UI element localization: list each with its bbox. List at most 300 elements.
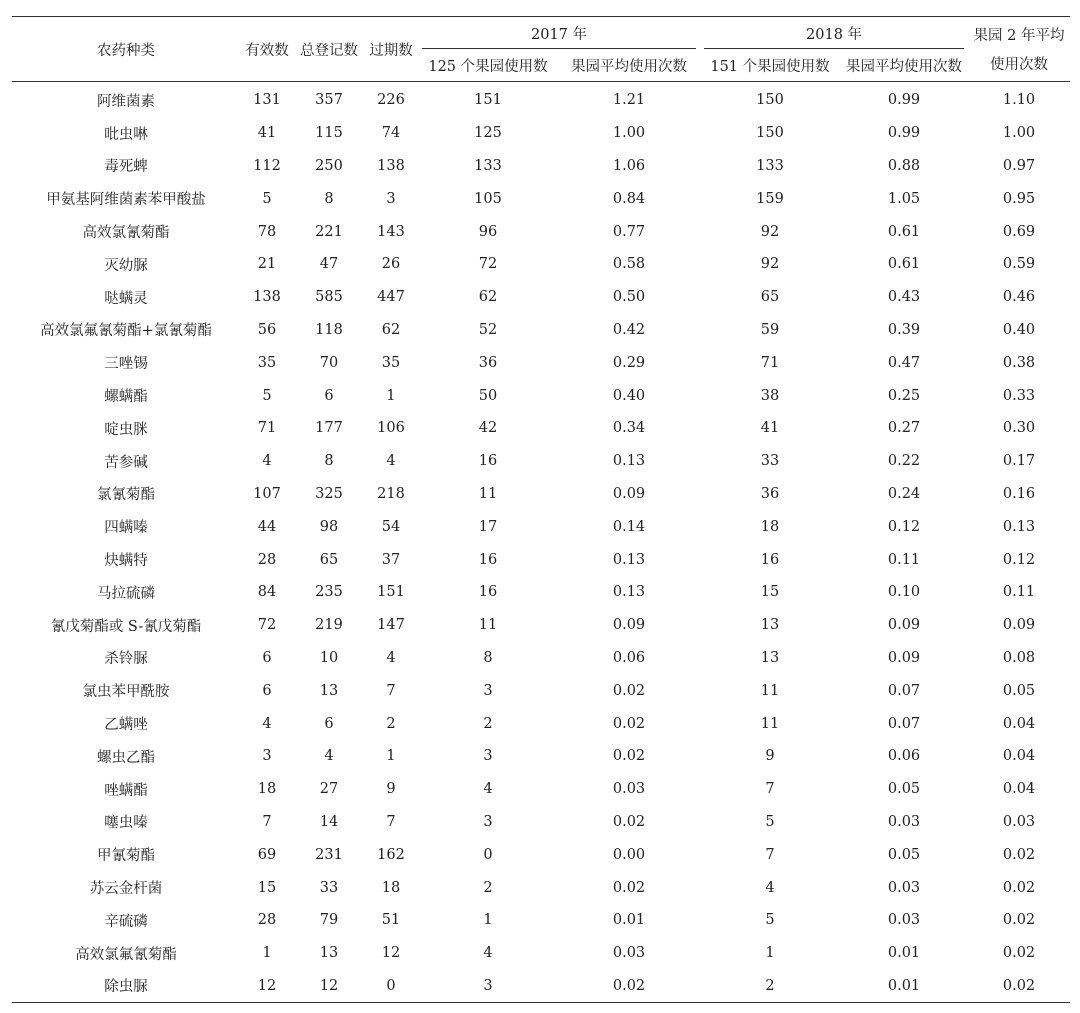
orchards-2017-cell: 133: [474, 157, 502, 174]
table-body: [12, 82, 1070, 1003]
avg-use-2017-cell: 0.00: [612, 846, 646, 863]
expired-count-cell: 1: [386, 387, 396, 404]
header-orchards-2018: 151 个果园使用数: [710, 58, 830, 75]
total-registered-cell: 79: [319, 912, 339, 929]
table-row: [12, 773, 1070, 806]
total-registered-cell: 219: [315, 617, 343, 634]
avg-use-2017-cell: 0.02: [612, 715, 646, 732]
expired-count-cell: 447: [377, 289, 405, 306]
orchards-2018-cell: 1: [765, 945, 775, 962]
avg-use-2017-cell: 0.42: [612, 321, 646, 338]
avg-use-2018-cell: 1.05: [887, 190, 921, 207]
total-registered-cell: 235: [315, 584, 343, 601]
avg-use-2018-cell: 0.03: [887, 912, 921, 929]
expired-count-cell: 3: [386, 190, 396, 207]
table-row: [12, 379, 1070, 412]
pesticide-name-cell: 马拉硫磷: [97, 585, 155, 602]
orchards-2017-cell: 125: [474, 125, 502, 142]
avg-use-2017-cell: 0.14: [612, 518, 646, 535]
pesticide-name-cell: 高效氯氟氰菊酯: [75, 946, 177, 963]
orchards-2017-cell: 105: [474, 190, 502, 207]
pesticide-name-cell: 毒死蜱: [104, 159, 148, 176]
pesticide-name-cell: 辛硫磷: [104, 913, 148, 930]
orchards-2018-cell: 13: [760, 649, 780, 666]
table-row: [12, 937, 1070, 970]
header-two-year-avg-line1: 果园 2 年平均: [973, 28, 1065, 44]
header-expired-count: 过期数: [369, 42, 413, 59]
table-row: [12, 970, 1070, 1003]
expired-count-cell: 226: [377, 92, 405, 109]
expired-count-cell: 4: [386, 649, 396, 666]
total-registered-cell: 177: [315, 420, 343, 437]
avg-use-2017-cell: 0.02: [612, 813, 646, 830]
pesticide-name-cell: 哒螨灵: [104, 290, 148, 307]
orchards-2018-cell: 5: [765, 813, 775, 830]
avg-use-2018-cell: 0.09: [887, 617, 921, 634]
effective-count-cell: 3: [262, 748, 272, 765]
pesticide-name-cell: 螺虫乙酯: [97, 749, 155, 766]
table-row: [12, 904, 1070, 937]
avg-use-2018-cell: 0.99: [887, 92, 921, 109]
expired-count-cell: 143: [377, 223, 405, 240]
two-year-avg-cell: 0.12: [1002, 551, 1036, 568]
table-row: [12, 707, 1070, 740]
effective-count-cell: 6: [262, 649, 272, 666]
orchards-2018-cell: 11: [760, 715, 780, 732]
avg-use-2018-cell: 0.11: [887, 551, 921, 568]
table-row: [12, 576, 1070, 609]
pesticide-name-cell: 噻虫嗪: [104, 815, 148, 832]
avg-use-2017-cell: 1.21: [612, 92, 646, 109]
header-orchards-2017: 125 个果园使用数: [428, 58, 548, 75]
total-registered-cell: 231: [315, 846, 343, 863]
effective-count-cell: 5: [262, 387, 272, 404]
avg-use-2018-cell: 0.61: [887, 256, 921, 273]
two-year-avg-cell: 0.40: [1002, 321, 1036, 338]
header-two-year-avg-line2: 使用次数: [990, 57, 1049, 73]
two-year-avg-cell: 0.97: [1002, 157, 1036, 174]
avg-use-2017-cell: 0.02: [612, 879, 646, 896]
orchards-2017-cell: 151: [474, 92, 502, 109]
table-row: [12, 248, 1070, 281]
pesticide-name-cell: 高效氯氟氰菊酯+氯氰菊酯: [40, 323, 212, 340]
avg-use-2018-cell: 0.03: [887, 879, 921, 896]
effective-count-cell: 12: [240, 970, 294, 1003]
orchards-2018-cell: 41: [760, 420, 780, 437]
table-row: [12, 346, 1070, 379]
pesticide-name-cell: 阿维菌素: [97, 93, 155, 110]
effective-count-cell: 56: [257, 321, 277, 338]
header-pesticide-type: 农药种类: [97, 42, 155, 59]
expired-count-cell: 138: [377, 157, 405, 174]
pesticide-name-cell: 除虫脲: [12, 970, 240, 1003]
total-registered-cell: 6: [324, 387, 334, 404]
expired-count-cell: 51: [381, 912, 401, 929]
orchards-2018-cell: 150: [756, 92, 784, 109]
pesticide-name-cell: 氰戊菊酯或 S-氰戊菊酯: [50, 618, 202, 635]
total-registered-cell: 65: [319, 551, 339, 568]
table-row: [12, 543, 1070, 576]
pesticide-name-cell: 甲氨基阿维菌素苯甲酸盐: [46, 192, 206, 209]
expired-count-cell: 35: [381, 354, 401, 371]
table-row: [12, 838, 1070, 871]
two-year-avg-cell: 0.38: [1002, 354, 1036, 371]
total-registered-cell: 8: [324, 190, 334, 207]
avg-use-2018-cell: 0.10: [887, 584, 921, 601]
orchards-2018-cell: 4: [765, 879, 775, 896]
avg-use-2018-cell: 0.61: [887, 223, 921, 240]
orchards-2017-cell: 4: [483, 781, 493, 798]
header-total-registered: 总登记数: [300, 42, 358, 59]
avg-use-2018-cell: 0.03: [887, 813, 921, 830]
total-registered-cell: 8: [324, 453, 334, 470]
expired-count-cell: 7: [386, 682, 396, 699]
table-row: [12, 740, 1070, 773]
total-registered-cell: 250: [315, 157, 343, 174]
orchards-2017-cell: 2: [483, 715, 493, 732]
two-year-avg-cell: 0.02: [968, 970, 1070, 1003]
effective-count-cell: 28: [257, 912, 277, 929]
table-row: [12, 674, 1070, 707]
orchards-2018-cell: 7: [765, 781, 775, 798]
pesticide-name-cell: 炔螨特: [104, 553, 148, 570]
avg-use-2017-cell: 0.03: [612, 945, 646, 962]
table-row: [12, 806, 1070, 839]
orchards-2018-cell: 150: [756, 125, 784, 142]
two-year-avg-cell: 0.30: [1002, 420, 1036, 437]
pesticide-name-cell: 甲氰菊酯: [97, 848, 155, 865]
avg-use-2018-cell: 0.25: [887, 387, 921, 404]
two-year-avg-cell: 0.02: [1002, 945, 1036, 962]
effective-count-cell: 69: [257, 846, 277, 863]
avg-use-2017-cell: 0.58: [612, 256, 646, 273]
avg-use-2018-cell: 0.07: [887, 682, 921, 699]
two-year-avg-cell: 0.16: [1002, 485, 1036, 502]
header-year-2018-label: 2018 年: [806, 26, 863, 43]
avg-use-2018-cell: 0.06: [887, 748, 921, 765]
avg-use-2018-cell: 0.99: [887, 125, 921, 142]
orchards-2017-cell: 17: [478, 518, 498, 535]
effective-count-cell: 18: [257, 781, 277, 798]
table-row: [12, 314, 1070, 347]
two-year-avg-cell: 0.11: [1002, 584, 1036, 601]
avg-use-2017-cell: 1.00: [612, 125, 646, 142]
expired-count-cell: 151: [377, 584, 405, 601]
orchards-2018-cell: 36: [760, 485, 780, 502]
orchards-2018-cell: 18: [760, 518, 780, 535]
two-year-avg-cell: 0.59: [1002, 256, 1036, 273]
effective-count-cell: 41: [257, 125, 277, 142]
effective-count-cell: 112: [253, 157, 281, 174]
two-year-avg-cell: 0.02: [1002, 912, 1036, 929]
two-year-avg-cell: 0.46: [1002, 289, 1036, 306]
pesticide-name-cell: 氯氰菊酯: [97, 487, 155, 504]
table-row: [12, 871, 1070, 904]
expired-count-cell: 106: [377, 420, 405, 437]
total-registered-cell: 27: [319, 781, 339, 798]
orchards-2017-cell: 16: [478, 453, 498, 470]
pesticide-name-cell: 螺螨酯: [104, 389, 148, 406]
effective-count-cell: 5: [262, 190, 272, 207]
orchards-2017-cell: 72: [478, 256, 498, 273]
two-year-avg-cell: 0.08: [1002, 649, 1036, 666]
avg-use-2017-cell: 0.84: [612, 190, 646, 207]
expired-count-cell: 2: [386, 715, 396, 732]
total-registered-cell: 221: [315, 223, 343, 240]
orchards-2017-cell: 42: [478, 420, 498, 437]
avg-use-2017-cell: 0.40: [612, 387, 646, 404]
avg-use-2017-cell: 0.09: [612, 485, 646, 502]
effective-count-cell: 71: [257, 420, 277, 437]
total-registered-cell: 4: [324, 748, 334, 765]
table-header: [12, 17, 1070, 82]
effective-count-cell: 78: [257, 223, 277, 240]
orchards-2017-cell: 2: [483, 879, 493, 896]
expired-count-cell: 218: [377, 485, 405, 502]
header-avg-2018: 果园平均使用次数: [846, 58, 963, 75]
orchards-2018-cell: 59: [760, 321, 780, 338]
two-year-avg-cell: 0.17: [1002, 453, 1036, 470]
total-registered-cell: 33: [319, 879, 339, 896]
orchards-2018-cell: 71: [760, 354, 780, 371]
orchards-2017-cell: 0: [483, 846, 493, 863]
pesticide-name-cell: 唑螨酯: [104, 782, 148, 799]
table-row: [12, 182, 1070, 215]
avg-use-2017-cell: 0.13: [612, 453, 646, 470]
two-year-avg-cell: 0.09: [1002, 617, 1036, 634]
table-row: [12, 150, 1070, 183]
orchards-2017-cell: 3: [483, 682, 493, 699]
pesticide-name-cell: 四螨嗪: [104, 520, 148, 537]
avg-use-2017-cell: 0.06: [612, 649, 646, 666]
effective-count-cell: 6: [262, 682, 272, 699]
header-year-2017: [418, 17, 700, 50]
orchards-2018-cell: 5: [765, 912, 775, 929]
orchards-2018-cell: 65: [760, 289, 780, 306]
pesticide-name-cell: 杀铃脲: [104, 651, 148, 668]
table-row: [12, 510, 1070, 543]
effective-count-cell: 107: [253, 485, 281, 502]
orchards-2017-cell: 52: [478, 321, 498, 338]
avg-use-2018-cell: 0.01: [887, 945, 921, 962]
total-registered-cell: 6: [324, 715, 334, 732]
table-row: [12, 215, 1070, 248]
orchards-2017-cell: 11: [478, 485, 498, 502]
expired-count-cell: 0: [364, 970, 418, 1003]
avg-use-2018-cell: 0.09: [887, 649, 921, 666]
effective-count-cell: 138: [253, 289, 281, 306]
expired-count-cell: 37: [381, 551, 401, 568]
avg-use-2018-cell: 0.43: [887, 289, 921, 306]
two-year-avg-cell: 0.04: [1002, 715, 1036, 732]
effective-count-cell: 7: [262, 813, 272, 830]
avg-use-2018-cell: 0.22: [887, 453, 921, 470]
total-registered-cell: 10: [319, 649, 339, 666]
orchards-2018-cell: 16: [760, 551, 780, 568]
two-year-avg-cell: 0.04: [1002, 781, 1036, 798]
avg-use-2018-cell: 0.27: [887, 420, 921, 437]
orchards-2018-cell: 2: [700, 970, 840, 1003]
effective-count-cell: 4: [262, 715, 272, 732]
orchards-2018-cell: 92: [760, 256, 780, 273]
orchards-2017-cell: 11: [478, 617, 498, 634]
avg-use-2017-cell: 0.03: [612, 781, 646, 798]
header-year-2018: [700, 17, 968, 50]
avg-use-2018-cell: 0.24: [887, 485, 921, 502]
pesticide-name-cell: 吡虫啉: [104, 126, 148, 143]
expired-count-cell: 147: [377, 617, 405, 634]
pesticide-name-cell: 氯虫苯甲酰胺: [82, 684, 170, 701]
avg-use-2017-cell: 0.77: [612, 223, 646, 240]
orchards-2018-cell: 13: [760, 617, 780, 634]
orchards-2017-cell: 8: [483, 649, 493, 666]
header-effective-count: 有效数: [245, 42, 289, 59]
effective-count-cell: 44: [257, 518, 277, 535]
two-year-avg-cell: 0.05: [1002, 682, 1036, 699]
effective-count-cell: 1: [262, 945, 272, 962]
orchards-2018-cell: 15: [760, 584, 780, 601]
table-row: [12, 117, 1070, 150]
orchards-2017-cell: 3: [483, 748, 493, 765]
orchards-2017-cell: 4: [483, 945, 493, 962]
total-registered-cell: 325: [315, 485, 343, 502]
pesticide-usage-table: [12, 16, 1070, 1003]
header-avg-2017: 果园平均使用次数: [571, 58, 687, 75]
header-two-year-avg: [968, 17, 1070, 82]
two-year-avg-cell: 1.10: [1002, 92, 1036, 109]
two-year-avg-cell: 0.04: [1002, 748, 1036, 765]
two-year-avg-cell: 0.69: [1002, 223, 1036, 240]
avg-use-2018-cell: 0.88: [887, 157, 921, 174]
orchards-2017-cell: 3: [418, 970, 558, 1003]
pesticide-name-cell: 苦参碱: [104, 454, 148, 471]
total-registered-cell: 47: [319, 256, 339, 273]
header-2017-underline: [422, 48, 696, 49]
expired-count-cell: 4: [386, 453, 396, 470]
total-registered-cell: 70: [319, 354, 339, 371]
table-row: [12, 609, 1070, 642]
effective-count-cell: 21: [257, 256, 277, 273]
pesticide-name-cell: 灭幼脲: [104, 257, 148, 274]
two-year-avg-cell: 0.02: [1002, 879, 1036, 896]
orchards-2018-cell: 9: [765, 748, 775, 765]
header-year-2017-label: 2017 年: [531, 26, 588, 43]
avg-use-2017-cell: 0.02: [612, 682, 646, 699]
avg-use-2018-cell: 0.12: [887, 518, 921, 535]
orchards-2017-cell: 50: [478, 387, 498, 404]
two-year-avg-cell: 0.02: [1002, 846, 1036, 863]
table-row: [12, 412, 1070, 445]
effective-count-cell: 4: [262, 453, 272, 470]
effective-count-cell: 84: [257, 584, 277, 601]
two-year-avg-cell: 0.95: [1002, 190, 1036, 207]
two-year-avg-cell: 1.00: [1002, 125, 1036, 142]
pesticide-name-cell: 啶虫脒: [104, 421, 148, 438]
pesticide-name-cell: 乙螨唑: [104, 717, 148, 734]
total-registered-cell: 12: [294, 970, 364, 1003]
table-row: [12, 478, 1070, 511]
orchards-2017-cell: 3: [483, 813, 493, 830]
total-registered-cell: 357: [315, 92, 343, 109]
total-registered-cell: 585: [315, 289, 343, 306]
header-2018-underline: [704, 48, 964, 49]
avg-use-2017-cell: 0.34: [612, 420, 646, 437]
effective-count-cell: 15: [257, 879, 277, 896]
effective-count-cell: 72: [257, 617, 277, 634]
two-year-avg-cell: 0.13: [1002, 518, 1036, 535]
expired-count-cell: 162: [377, 846, 405, 863]
effective-count-cell: 28: [257, 551, 277, 568]
total-registered-cell: 13: [319, 945, 339, 962]
orchards-2017-cell: 62: [478, 289, 498, 306]
two-year-avg-cell: 0.03: [1002, 813, 1036, 830]
expired-count-cell: 62: [381, 321, 401, 338]
orchards-2017-cell: 16: [478, 584, 498, 601]
orchards-2017-cell: 36: [478, 354, 498, 371]
avg-use-2017-cell: 1.06: [612, 157, 646, 174]
avg-use-2017-cell: 0.02: [612, 748, 646, 765]
effective-count-cell: 35: [257, 354, 277, 371]
two-year-avg-cell: 0.33: [1002, 387, 1036, 404]
total-registered-cell: 14: [319, 813, 339, 830]
orchards-2017-cell: 16: [478, 551, 498, 568]
orchards-2018-cell: 33: [760, 453, 780, 470]
table-row: [12, 281, 1070, 314]
pesticide-name-cell: 三唑锡: [104, 356, 148, 373]
orchards-2018-cell: 11: [760, 682, 780, 699]
avg-use-2017-cell: 0.29: [612, 354, 646, 371]
avg-use-2017-cell: 0.13: [612, 584, 646, 601]
orchards-2018-cell: 159: [756, 190, 784, 207]
total-registered-cell: 118: [315, 321, 343, 338]
avg-use-2018-cell: 0.05: [887, 846, 921, 863]
avg-use-2017-cell: 0.13: [612, 551, 646, 568]
orchards-2018-cell: 92: [760, 223, 780, 240]
expired-count-cell: 12: [381, 945, 401, 962]
expired-count-cell: 9: [386, 781, 396, 798]
avg-use-2018-cell: 0.05: [887, 781, 921, 798]
expired-count-cell: 26: [381, 256, 401, 273]
expired-count-cell: 7: [386, 813, 396, 830]
orchards-2018-cell: 7: [765, 846, 775, 863]
avg-use-2017-cell: 0.09: [612, 617, 646, 634]
avg-use-2018-cell: 0.07: [887, 715, 921, 732]
orchards-2018-cell: 133: [756, 157, 784, 174]
expired-count-cell: 54: [381, 518, 401, 535]
effective-count-cell: 131: [253, 92, 281, 109]
pesticide-name-cell: 高效氯氰菊酯: [82, 225, 170, 242]
table-row: [12, 445, 1070, 478]
avg-use-2017-cell: 0.01: [612, 912, 646, 929]
avg-use-2018-cell: 0.47: [887, 354, 921, 371]
expired-count-cell: 18: [381, 879, 401, 896]
avg-use-2017-cell: 0.02: [558, 970, 700, 1003]
orchards-2017-cell: 96: [478, 223, 498, 240]
orchards-2018-cell: 38: [760, 387, 780, 404]
total-registered-cell: 115: [315, 125, 343, 142]
expired-count-cell: 74: [381, 125, 401, 142]
table-row: [12, 82, 1070, 117]
pesticide-name-cell: 苏云金杆菌: [89, 881, 163, 898]
total-registered-cell: 13: [319, 682, 339, 699]
table-row: [12, 642, 1070, 675]
orchards-2017-cell: 1: [483, 912, 493, 929]
avg-use-2018-cell: 0.39: [887, 321, 921, 338]
total-registered-cell: 98: [319, 518, 339, 535]
expired-count-cell: 1: [386, 748, 396, 765]
avg-use-2017-cell: 0.50: [612, 289, 646, 306]
avg-use-2018-cell: 0.01: [840, 970, 968, 1003]
